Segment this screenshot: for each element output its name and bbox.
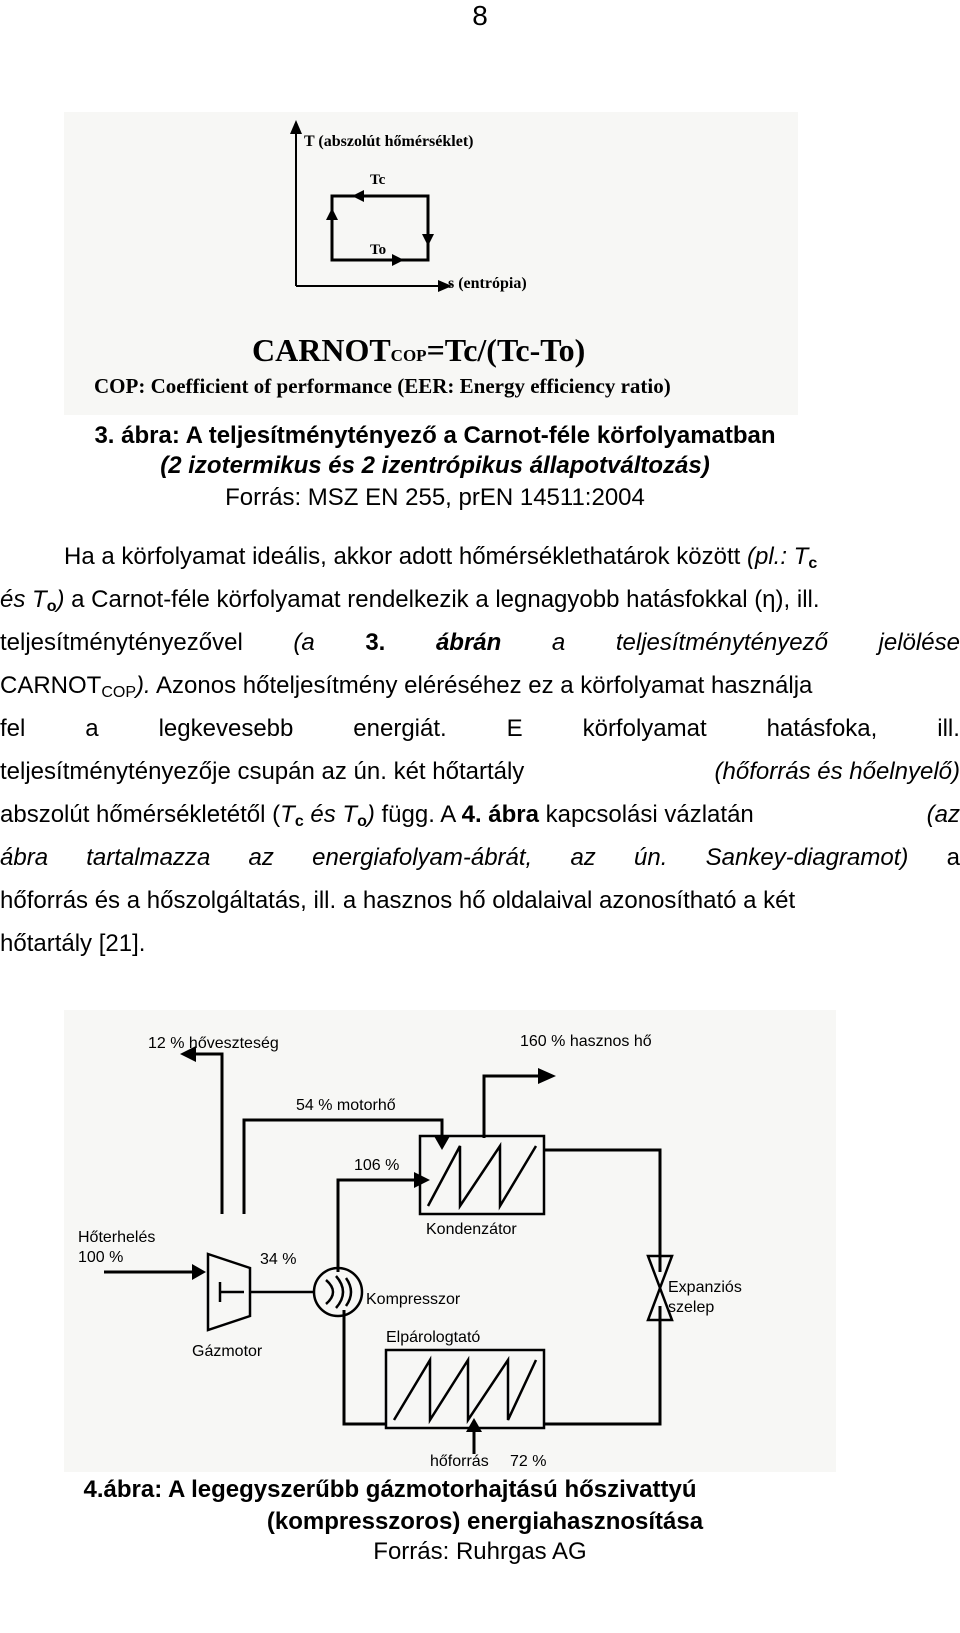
paragraph-line-6 [0, 750, 960, 793]
word: az [248, 844, 274, 871]
to-label: To [370, 242, 387, 258]
word: tartalmazza [86, 844, 211, 871]
text: Azonos hőteljesítmény eléréséhez ez a körfolyamat használja [150, 672, 813, 699]
word: jelölése [878, 629, 960, 656]
word: az [570, 844, 596, 871]
word: (a [293, 629, 315, 656]
text: a Carnot-féle körfolyamat rendelkezik a legnagyobb hatásfokkal (η), ill. [71, 586, 820, 613]
figure-4-caption-line1: 4.ábra: A legegyszerűbb gázmotorhajtású hőszivattyú [83, 1476, 697, 1503]
text: ) [56, 586, 72, 613]
subscript: o [46, 598, 57, 615]
figure-3-source: Forrás: MSZ EN 255, prEN 14511:2004 [225, 484, 645, 511]
condenser-label: Kondenzátor [426, 1221, 517, 1238]
body-paragraph [0, 535, 960, 965]
subscript: c [294, 813, 304, 830]
text: (hőforrás és hőelnyelő) [714, 758, 960, 785]
valve-label-2: szelep [668, 1299, 715, 1316]
text: ) [366, 801, 382, 828]
word: ún. [634, 844, 668, 871]
text: hőtartály [21]. [0, 930, 146, 957]
pct34-label: 34 % [260, 1251, 297, 1268]
word: ábrán [435, 629, 502, 656]
figure-4-source: Forrás: Ruhrgas AG [373, 1538, 587, 1565]
paragraph-line-3 [0, 621, 960, 664]
carnot-ts-diagram [64, 112, 798, 415]
axis-x-label: s (entrópia) [448, 275, 527, 292]
carnot-formula [252, 332, 585, 369]
text: hőforrás és a hőszolgáltatás, ill. a hasznos hő oldalaival azonosítható a két [0, 887, 796, 914]
word: energiafolyam-ábrát, [312, 844, 533, 871]
text: 4. ábra [461, 801, 539, 828]
figure-3-carnot-diagram [64, 112, 798, 415]
paragraph-line-7 [0, 793, 960, 836]
word: energiát. [353, 715, 447, 742]
cycle-arrow-left [326, 208, 338, 220]
refrigerant-loop-bottom [544, 1306, 660, 1424]
cop-definition: COP: Coefficient of performance (EER: Energy efficiency ratio) [94, 374, 671, 398]
subscript: COP [101, 684, 137, 701]
text: függ. A [381, 801, 462, 828]
tc-label: Tc [370, 172, 386, 188]
cycle-arrow-top [352, 190, 364, 202]
useful-heat-arrow [538, 1068, 556, 1084]
condenser [420, 1136, 544, 1214]
text: ). [136, 672, 151, 699]
paragraph-line-1 [0, 535, 960, 578]
loss-label: 12 % hőveszteség [148, 1035, 279, 1052]
text: CARNOT [0, 672, 102, 699]
word: ábra [0, 844, 49, 871]
paragraph-line-2 [0, 578, 960, 621]
flow-106-arrow [414, 1172, 430, 1188]
word: a [551, 629, 566, 656]
source-label: hőforrás [430, 1453, 489, 1470]
figure-3-caption-line1: 3. ábra: A teljesítménytényező a Carnot-féle körfolyamatban [94, 422, 776, 449]
formula-sub: COP [390, 346, 427, 365]
text: kapcsolási vázlatán [538, 801, 761, 828]
word: Sankey-diagramot) [705, 844, 909, 871]
text: (az [926, 801, 960, 828]
word: fel [0, 715, 26, 742]
word: hatásfoka, [766, 715, 878, 742]
refrigerant-loop-left [344, 1310, 386, 1424]
figure-3-caption-line2: (2 izotermikus és 2 izentrópikus állapotváltozás) [160, 452, 710, 479]
paragraph-line-10 [0, 922, 960, 965]
text: és T [303, 801, 358, 828]
paragraph-line-8 [0, 836, 960, 879]
word: körfolyamat [582, 715, 707, 742]
subscript: o [357, 813, 367, 830]
evaporator-label: Elpárologtató [386, 1329, 481, 1346]
figure-4-heat-pump-diagram [64, 1010, 836, 1472]
valve-label-1: Expanziós [668, 1279, 742, 1296]
paragraph-line-4 [0, 664, 960, 707]
word: teljesítménytényező [615, 629, 828, 656]
motor-heat-label: 54 % motorhő [296, 1097, 396, 1114]
pct72-label: 72 % [510, 1453, 547, 1470]
paragraph-line-5 [0, 707, 960, 750]
load-arrow [192, 1264, 206, 1280]
figure-4-caption-line2: (kompresszoros) energiahasznosítása [266, 1508, 704, 1535]
subscript: c [808, 555, 818, 572]
evaporator [386, 1350, 544, 1428]
text: teljesítménytényezője csupán az ún. két hőtartály [0, 758, 531, 785]
text: abszolút hőmérsékletétől ( [0, 801, 281, 828]
word: a [85, 715, 99, 742]
load-label-2: 100 % [78, 1249, 124, 1266]
word: ill. [937, 715, 960, 742]
text: Ha a körfolyamat ideális, akkor adott hőmérséklethatárok között [64, 543, 747, 570]
t-axis-arrowhead [290, 120, 302, 134]
word: E [506, 715, 523, 742]
useful-label: 160 % hasznos hő [520, 1033, 652, 1050]
motor-heat-flow [244, 1120, 442, 1214]
heat-pump-schematic [64, 1010, 836, 1472]
engine-label: Gázmotor [192, 1343, 263, 1360]
compressor-label: Kompresszor [366, 1291, 461, 1308]
formula-rest: =Tc/(Tc-To) [426, 332, 586, 368]
cycle-arrow-right [422, 234, 434, 246]
flow-106 [338, 1180, 420, 1272]
word: legkevesebb [158, 715, 294, 742]
pct106-label: 106 % [354, 1157, 400, 1174]
paragraph-line-9 [0, 879, 960, 922]
text: (pl.: T [747, 543, 809, 570]
cycle-arrow-bottom [392, 254, 404, 266]
word: a [946, 844, 960, 871]
text: és T [0, 586, 47, 613]
motor-heat-arrow [434, 1136, 450, 1150]
word: teljesítménytényezővel [0, 629, 243, 656]
load-label-1: Hőterhelés [78, 1229, 156, 1246]
word: 3. [365, 629, 386, 656]
heat-loss-flow [192, 1054, 222, 1214]
compressor [314, 1268, 362, 1316]
text: T [280, 801, 295, 828]
page-number: 8 [472, 0, 488, 31]
formula-main: CARNOT [252, 332, 391, 368]
axis-y-label: T (abszolút hőmérséklet) [304, 133, 474, 150]
refrigerant-loop-top [544, 1150, 660, 1272]
useful-heat-flow [484, 1076, 542, 1138]
